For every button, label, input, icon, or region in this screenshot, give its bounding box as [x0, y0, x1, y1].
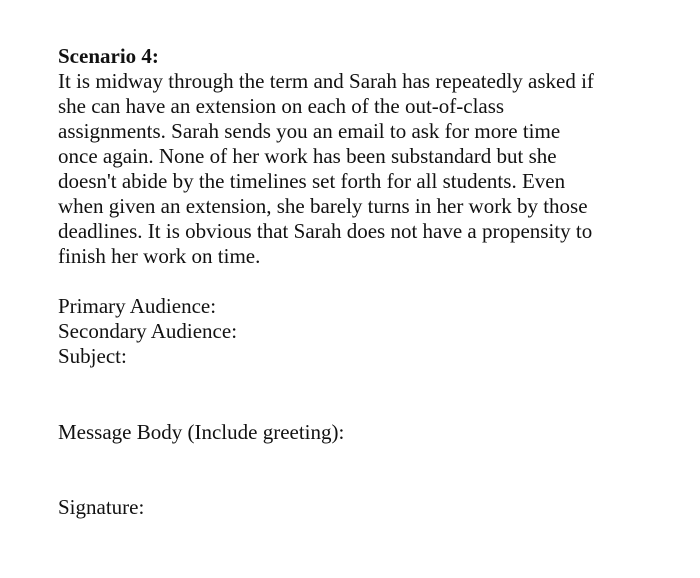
subject-label: Subject: — [58, 344, 127, 368]
scenario-line: doesn't abide by the timelines set forth for all students. Even — [58, 169, 566, 193]
scenario-line: she can have an extension on each of the out-of-class — [58, 94, 505, 118]
scenario-line: once again. None of her work has been substandard but she — [58, 144, 557, 168]
scenario-title: Scenario 4: — [58, 44, 159, 68]
scenario-line: assignments. Sarah sends you an email to ask for more time — [58, 119, 561, 143]
scenario-paragraph — [58, 69, 678, 269]
scenario-line: when given an extension, she barely turns in her work by those — [58, 194, 588, 218]
document-page — [58, 44, 678, 520]
secondary-audience-label: Secondary Audience: — [58, 319, 238, 343]
signature-label: Signature: — [58, 495, 145, 519]
scenario-line: finish her work on time. — [58, 244, 261, 268]
scenario-line: deadlines. It is obvious that Sarah does not have a propensity to — [58, 219, 593, 243]
primary-audience-label: Primary Audience: — [58, 294, 217, 318]
scenario-line: It is midway through the term and Sarah has repeatedly asked if — [58, 69, 594, 93]
message-body-label: Message Body (Include greeting): — [58, 420, 345, 444]
